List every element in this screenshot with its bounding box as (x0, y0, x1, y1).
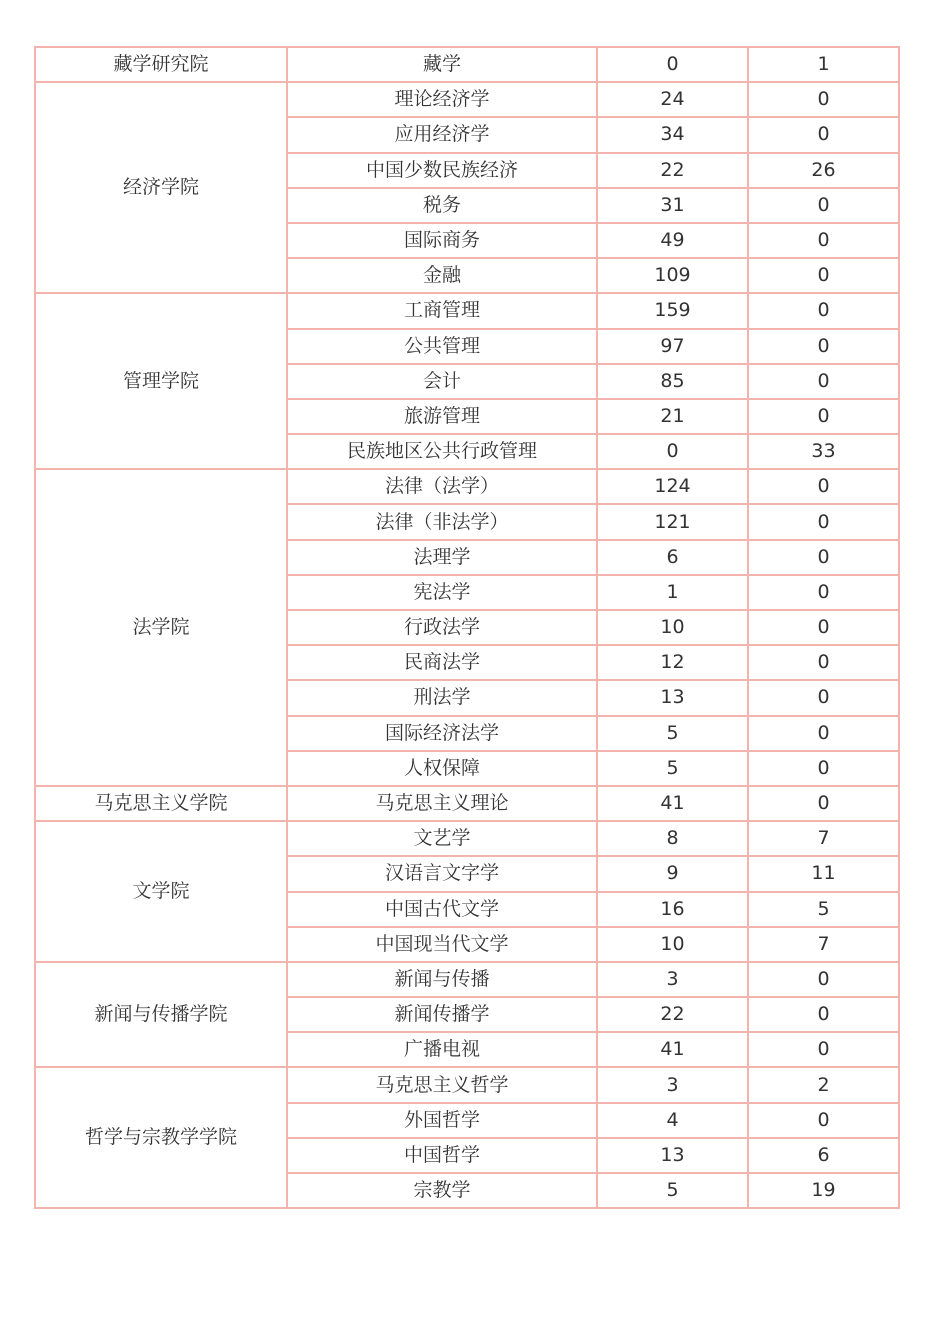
count-a-cell: 9 (597, 856, 748, 891)
count-a-cell: 1 (597, 575, 748, 610)
count-a-cell: 13 (597, 1138, 748, 1173)
count-b-cell: 0 (748, 540, 899, 575)
count-b-cell: 6 (748, 1138, 899, 1173)
count-b-cell: 0 (748, 645, 899, 680)
count-a-cell: 10 (597, 927, 748, 962)
count-b-cell: 2 (748, 1067, 899, 1102)
table-row (35, 962, 899, 997)
count-a-cell: 3 (597, 962, 748, 997)
major-cell: 文艺学 (287, 821, 597, 856)
count-a-cell: 124 (597, 469, 748, 504)
college-cell: 文学院 (35, 821, 287, 962)
major-cell: 汉语言文字学 (287, 856, 597, 891)
count-b-cell: 11 (748, 856, 899, 891)
count-a-cell: 4 (597, 1103, 748, 1138)
college-cell: 哲学与宗教学学院 (35, 1067, 287, 1208)
count-b-cell: 0 (748, 223, 899, 258)
count-b-cell: 0 (748, 399, 899, 434)
major-cell: 人权保障 (287, 751, 597, 786)
table-row (35, 821, 899, 856)
major-cell: 新闻与传播 (287, 962, 597, 997)
major-cell: 马克思主义理论 (287, 786, 597, 821)
count-b-cell: 0 (748, 82, 899, 117)
count-a-cell: 6 (597, 540, 748, 575)
major-cell: 新闻传播学 (287, 997, 597, 1032)
count-a-cell: 31 (597, 188, 748, 223)
major-cell: 会计 (287, 364, 597, 399)
count-b-cell: 7 (748, 821, 899, 856)
enrollment-table (34, 46, 900, 1209)
major-cell: 民族地区公共行政管理 (287, 434, 597, 469)
major-cell: 中国哲学 (287, 1138, 597, 1173)
major-cell: 行政法学 (287, 610, 597, 645)
count-a-cell: 0 (597, 434, 748, 469)
count-b-cell: 0 (748, 469, 899, 504)
major-cell: 马克思主义哲学 (287, 1067, 597, 1102)
count-a-cell: 97 (597, 329, 748, 364)
count-a-cell: 10 (597, 610, 748, 645)
major-cell: 法律（法学） (287, 469, 597, 504)
count-a-cell: 13 (597, 680, 748, 715)
college-cell: 马克思主义学院 (35, 786, 287, 821)
table-row (35, 293, 899, 328)
count-a-cell: 159 (597, 293, 748, 328)
count-b-cell: 0 (748, 293, 899, 328)
count-b-cell: 0 (748, 329, 899, 364)
count-a-cell: 41 (597, 786, 748, 821)
count-a-cell: 22 (597, 153, 748, 188)
table-row (35, 82, 899, 117)
major-cell: 宗教学 (287, 1173, 597, 1208)
major-cell: 国际商务 (287, 223, 597, 258)
count-b-cell: 26 (748, 153, 899, 188)
count-b-cell: 33 (748, 434, 899, 469)
college-cell: 法学院 (35, 469, 287, 786)
major-cell: 税务 (287, 188, 597, 223)
count-b-cell: 0 (748, 258, 899, 293)
count-a-cell: 41 (597, 1032, 748, 1067)
major-cell: 工商管理 (287, 293, 597, 328)
major-cell: 藏学 (287, 47, 597, 82)
major-cell: 刑法学 (287, 680, 597, 715)
college-cell: 管理学院 (35, 293, 287, 469)
count-b-cell: 0 (748, 504, 899, 539)
table-row (35, 469, 899, 504)
count-b-cell: 0 (748, 575, 899, 610)
count-a-cell: 22 (597, 997, 748, 1032)
major-cell: 应用经济学 (287, 117, 597, 152)
major-cell: 中国少数民族经济 (287, 153, 597, 188)
count-a-cell: 5 (597, 1173, 748, 1208)
count-b-cell: 19 (748, 1173, 899, 1208)
count-b-cell: 0 (748, 117, 899, 152)
college-cell: 新闻与传播学院 (35, 962, 287, 1068)
major-cell: 广播电视 (287, 1032, 597, 1067)
count-b-cell: 0 (748, 997, 899, 1032)
count-b-cell: 0 (748, 962, 899, 997)
count-b-cell: 0 (748, 1032, 899, 1067)
major-cell: 外国哲学 (287, 1103, 597, 1138)
count-a-cell: 16 (597, 892, 748, 927)
count-a-cell: 12 (597, 645, 748, 680)
table-row (35, 786, 899, 821)
count-a-cell: 85 (597, 364, 748, 399)
major-cell: 民商法学 (287, 645, 597, 680)
college-cell: 藏学研究院 (35, 47, 287, 82)
count-b-cell: 1 (748, 47, 899, 82)
count-a-cell: 49 (597, 223, 748, 258)
major-cell: 法律（非法学） (287, 504, 597, 539)
count-a-cell: 109 (597, 258, 748, 293)
count-b-cell: 0 (748, 610, 899, 645)
major-cell: 中国现当代文学 (287, 927, 597, 962)
count-b-cell: 5 (748, 892, 899, 927)
count-b-cell: 0 (748, 786, 899, 821)
count-a-cell: 8 (597, 821, 748, 856)
table-body (35, 47, 899, 1208)
college-cell: 经济学院 (35, 82, 287, 293)
count-b-cell: 0 (748, 1103, 899, 1138)
count-b-cell: 0 (748, 716, 899, 751)
major-cell: 国际经济法学 (287, 716, 597, 751)
count-a-cell: 5 (597, 716, 748, 751)
count-a-cell: 24 (597, 82, 748, 117)
major-cell: 金融 (287, 258, 597, 293)
major-cell: 旅游管理 (287, 399, 597, 434)
table-row (35, 1067, 899, 1102)
major-cell: 公共管理 (287, 329, 597, 364)
count-b-cell: 7 (748, 927, 899, 962)
count-a-cell: 121 (597, 504, 748, 539)
major-cell: 宪法学 (287, 575, 597, 610)
table-row (35, 47, 899, 82)
count-b-cell: 0 (748, 188, 899, 223)
count-b-cell: 0 (748, 364, 899, 399)
count-a-cell: 34 (597, 117, 748, 152)
count-a-cell: 5 (597, 751, 748, 786)
count-b-cell: 0 (748, 751, 899, 786)
count-a-cell: 3 (597, 1067, 748, 1102)
major-cell: 理论经济学 (287, 82, 597, 117)
count-a-cell: 0 (597, 47, 748, 82)
major-cell: 法理学 (287, 540, 597, 575)
count-b-cell: 0 (748, 680, 899, 715)
major-cell: 中国古代文学 (287, 892, 597, 927)
count-a-cell: 21 (597, 399, 748, 434)
